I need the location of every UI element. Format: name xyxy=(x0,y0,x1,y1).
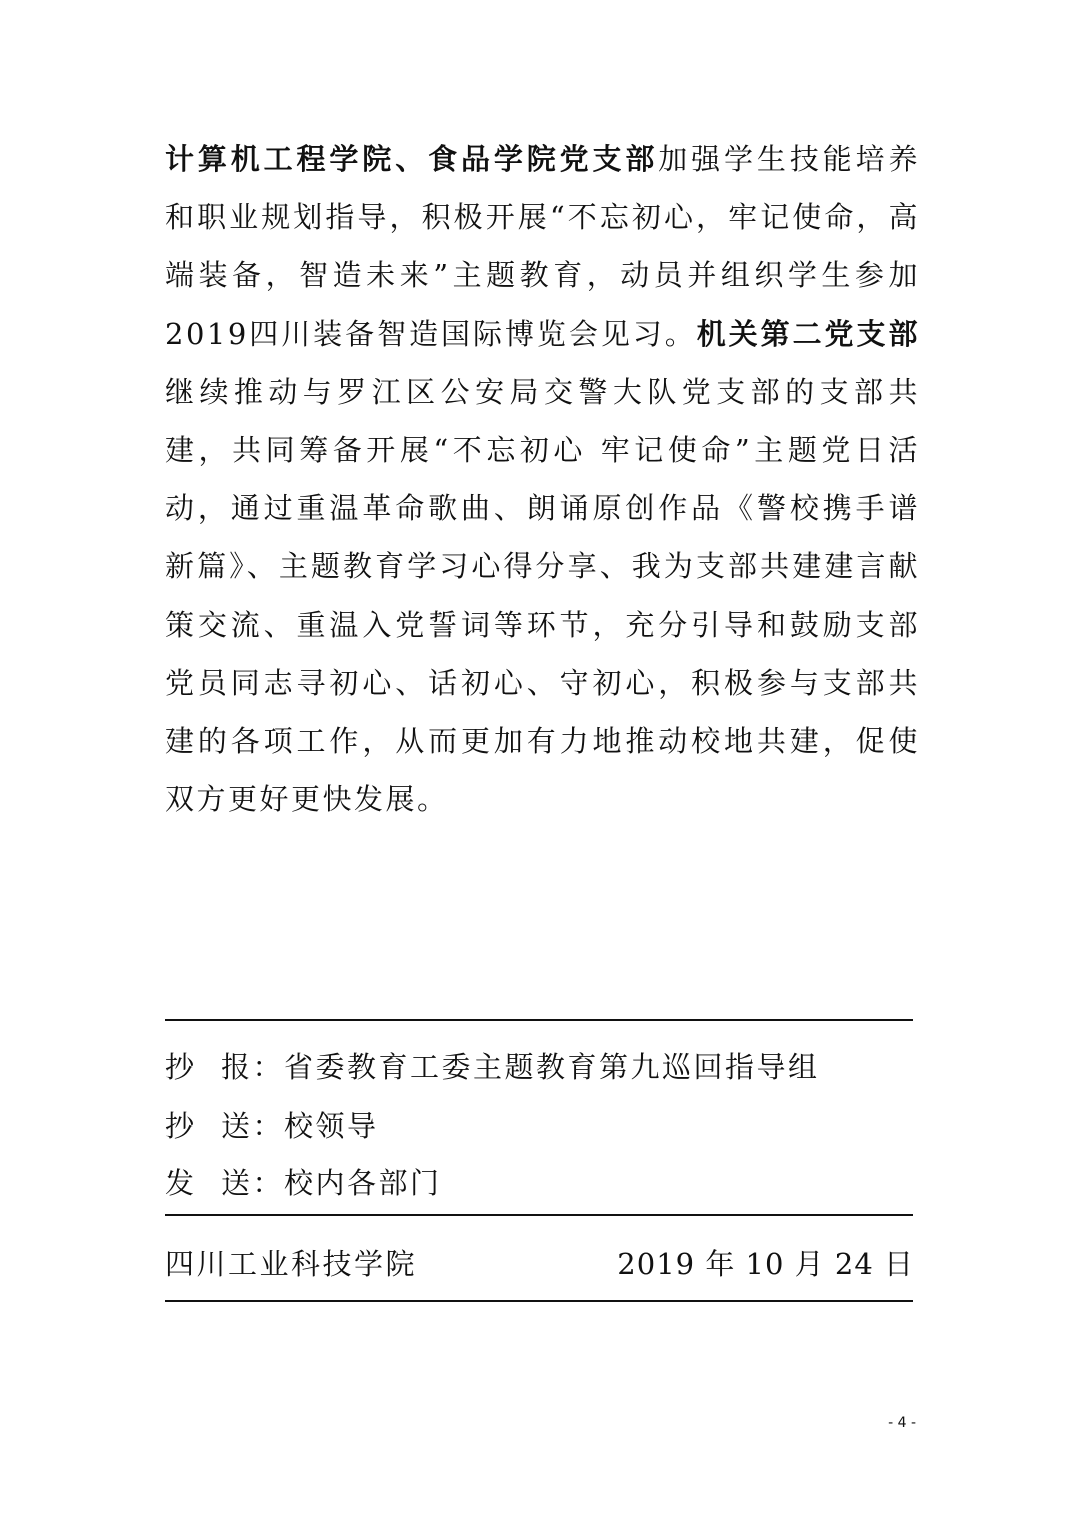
distribution-value: 校内各部门 xyxy=(284,1166,442,1200)
distribution-value: 校领导 xyxy=(284,1109,379,1143)
distribution-key-a: 抄 xyxy=(165,1109,197,1143)
paragraph-text-2: 继续推动与罗江区公安局交警大队党支部的支部共建，共同筹备开展“不忘初心 牢记使命”主题党日活动，通过重温革命歌曲、朗诵原创作品《警校携手谱新篇》、主题教育学习心得分享、我为支部共建建言献策交流、重温入党誓词等环节，充分引导和鼓励支部党员同志寻初心、话初心、守初心，积极参与支部共建的各项工作，从而更加有力地推动校地共建，促使双方更好更快发展。 xyxy=(165,374,920,817)
branch-name-computer-food: 计算机工程学院、食品学院党支部 xyxy=(165,142,659,176)
page-number: - 4 - xyxy=(888,1415,916,1431)
distribution-key-a: 抄 xyxy=(165,1050,197,1084)
body-paragraph xyxy=(165,130,920,828)
middle-divider xyxy=(165,1214,913,1216)
distribution-line-copy xyxy=(165,1104,379,1145)
distribution-line-report xyxy=(165,1045,820,1086)
distribution-key-b: 报： xyxy=(221,1050,285,1084)
top-divider xyxy=(165,1019,913,1021)
issuer-name: 四川工业科技学院 xyxy=(165,1247,418,1281)
distribution-value: 省委教育工委主题教育第九巡回指导组 xyxy=(284,1050,820,1084)
branch-name-office-second: 机关第二党支部 xyxy=(696,316,920,351)
distribution-line-send xyxy=(165,1161,442,1202)
distribution-key-a: 发 xyxy=(165,1166,197,1200)
distribution-key-b: 送： xyxy=(221,1166,285,1200)
paragraph-text-1: 加强学生技能培养和职业规划指导，积极开展“不忘初心，牢记使命，高端装备，智造未来”主题教育，动员并组织学生参加2019四川装备智造国际博览会见习。 xyxy=(165,142,920,351)
bottom-divider xyxy=(165,1300,913,1302)
distribution-key-b: 送： xyxy=(221,1109,285,1143)
issue-date: 2019 年 10 月 24 日 xyxy=(617,1247,914,1281)
